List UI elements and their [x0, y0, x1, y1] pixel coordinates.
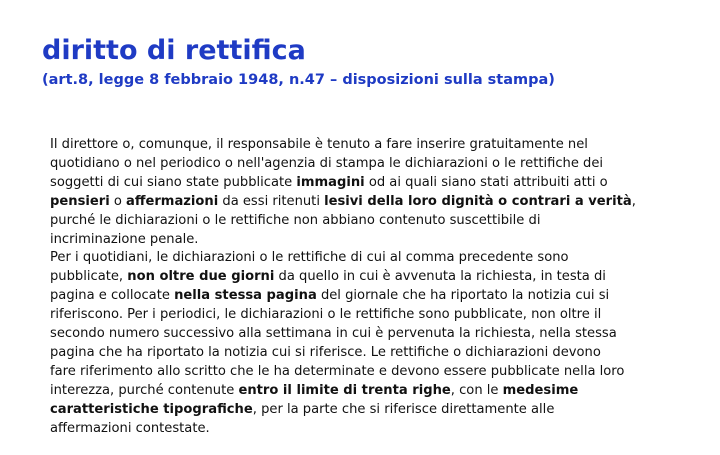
body-line: [50, 193, 690, 212]
body-text: [50, 136, 690, 439]
body-text-segment: affermazioni contestate.: [50, 420, 210, 436]
body-line: [50, 174, 690, 193]
body-line: [50, 344, 690, 363]
body-line: [50, 268, 690, 287]
body-line: [50, 212, 690, 231]
body-text-segment: o: [109, 193, 127, 209]
body-text-segment: od ai quali siano stati attribuiti atti o: [364, 174, 608, 190]
emphasized-text: non oltre due giorni: [127, 269, 275, 285]
emphasized-text: caratteristiche tipografiche: [50, 401, 253, 417]
body-text-segment: fare riferimento allo scritto che le ha determinate e devono essere pubblicate nella loro: [50, 363, 625, 379]
body-text-segment: soggetti di cui siano state pubblicate: [50, 174, 297, 190]
body-text-segment: quotidiano o nel periodico o nell'agenzia di stampa le dichiarazioni o le rettifiche dei: [50, 155, 604, 171]
slide-subtitle: (art.8, legge 8 febbraio 1948, n.47 – disposizioni sulla stampa): [42, 72, 555, 88]
body-text-segment: Per i quotidiani, le dichiarazioni o le rettifiche di cui al comma precedente sono: [50, 250, 569, 266]
body-line: [50, 136, 690, 155]
body-text-segment: purché le dichiarazioni o le rettifiche non abbiano contenuto suscettibile di: [50, 212, 541, 228]
body-text-segment: pubblicate,: [50, 269, 128, 285]
body-line: [50, 306, 690, 325]
body-text-segment: pagina e collocate: [50, 288, 175, 304]
emphasized-text: immagini: [296, 174, 365, 190]
body-text-segment: riferiscono. Per i periodici, le dichiarazioni o le rettifiche sono pubblicate, non oltre il: [50, 307, 602, 323]
slide-title: diritto di rettifica: [42, 35, 306, 66]
body-text-segment: da essi ritenuti: [218, 193, 325, 209]
body-text-segment: , per la parte che si riferisce direttamente alle: [252, 401, 555, 417]
body-line: [50, 420, 690, 439]
body-text-segment: incriminazione penale.: [50, 231, 199, 247]
body-text-segment: , con le: [450, 382, 503, 398]
body-text-segment: interezza, purché contenute: [50, 382, 239, 398]
emphasized-text: nella stessa pagina: [174, 288, 317, 304]
body-line: [50, 401, 690, 420]
emphasized-text: medesime: [502, 382, 579, 398]
emphasized-text: pensieri: [50, 193, 110, 209]
body-line: [50, 155, 690, 174]
body-line: [50, 231, 690, 250]
emphasized-text: affermazioni: [126, 193, 219, 209]
body-text-segment: pagina che ha riportato la notizia cui si riferisce. Le rettifiche o dichiarazioni devono: [50, 344, 601, 360]
body-line: [50, 325, 690, 344]
body-text-segment: da quello in cui è avvenuta la richiesta, in testa di: [274, 269, 606, 285]
body-text-segment: Il direttore o, comunque, il responsabile è tenuto a fare inserire gratuitamente nel: [50, 137, 588, 152]
body-text-segment: ,: [631, 193, 636, 209]
body-text-segment: secondo numero successivo alla settimana in cui è pervenuta la richiesta, nella stessa: [50, 326, 617, 342]
emphasized-text: lesivi della loro dignità o contrari a verità: [324, 193, 632, 209]
body-line: [50, 363, 690, 382]
body-line: [50, 287, 690, 306]
body-line: [50, 382, 690, 401]
body-line: [50, 249, 690, 268]
emphasized-text: entro il limite di trenta righe: [238, 382, 451, 398]
body-text-segment: del giornale che ha riportato la notizia cui si: [316, 288, 610, 304]
